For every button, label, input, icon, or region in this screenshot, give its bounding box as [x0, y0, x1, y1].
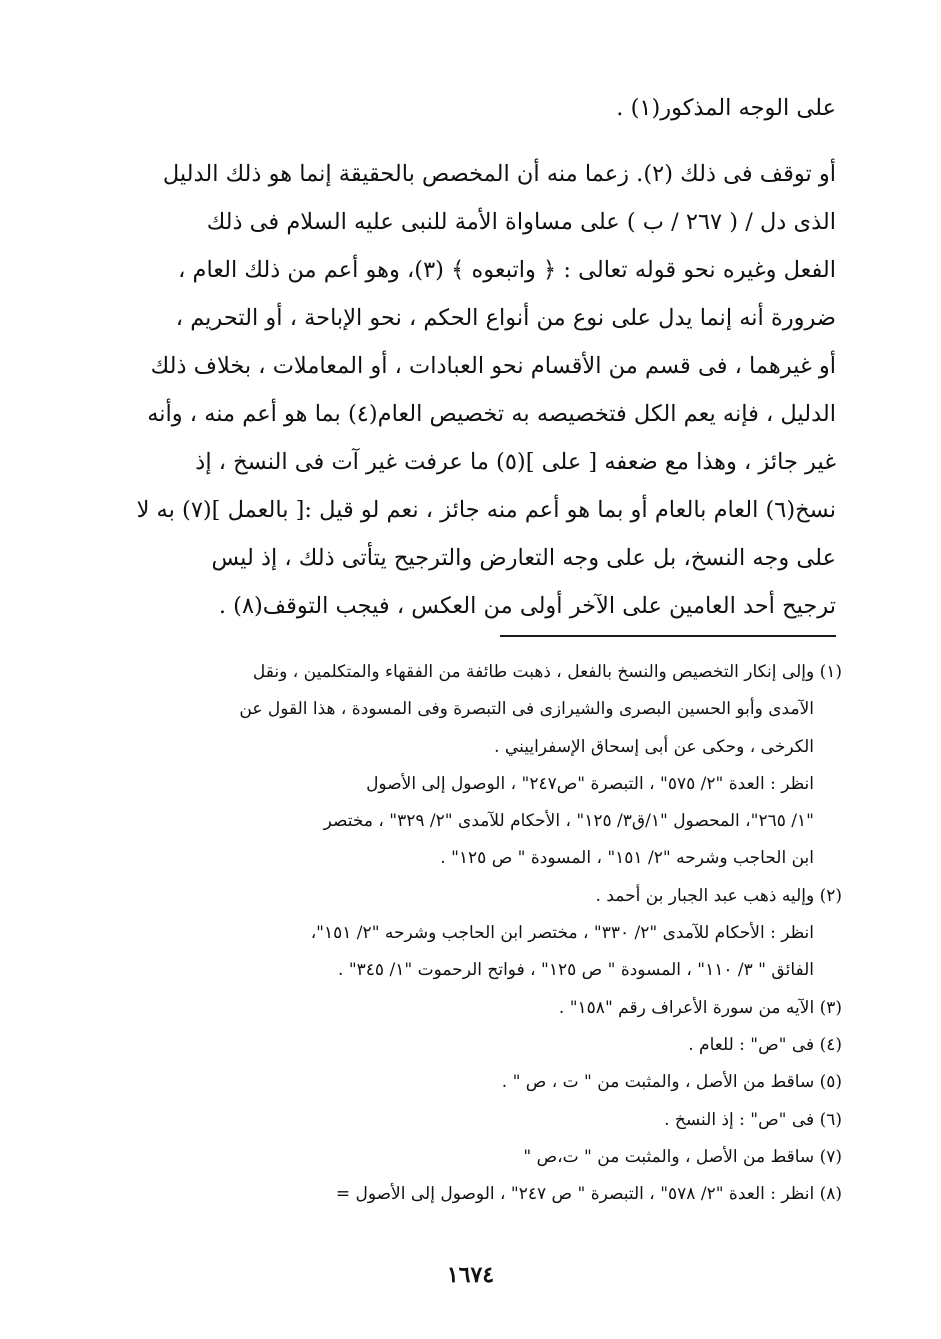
body-line: ضرورة أنه إنما يدل على نوع من أنواع الحكم ، نحو الإباحة ، أو التحريم ، [175, 305, 836, 331]
footnote-line: (٤) فى "ص" : للعام . [688, 1034, 842, 1055]
footnote-line: انظر : العدة "٢/ ٥٧٥" ، التبصرة "ص٢٤٧" ، الوصول إلى الأصول [366, 773, 814, 794]
body-line: الذى دل / ( ٢٦٧ / ب ) على مساواة الأمة للنبى عليه السلام فى ذلك [206, 209, 836, 235]
body-line: غير جائز ، وهذا مع ضعفه [ على ](٥) ما عرفت غير آت فى النسخ ، إذ [195, 449, 836, 475]
body-line: نسخ(٦) العام بالعام أو بما هو أعم منه جائز ، نعم لو قيل :[ بالعمل ](٧) به لا [136, 497, 836, 523]
main-body-text [118, 78, 836, 630]
footnote-line: (٧) ساقط من الأصل ، والمثبت من " ت،ص " [523, 1146, 842, 1167]
footnotes [118, 654, 842, 1213]
footnote-line: انظر : الأحكام للآمدى "٢/ ٣٣٠" ، مختصر ابن الحاجب وشرحه "٢/ ١٥١"، [310, 923, 814, 944]
footnote-line: (٢) وإليه ذهب عبد الجبار بن أحمد . [595, 885, 842, 906]
footnote-line: "١/ ٢٦٥"، المحصول "١/ق٣/ ١٢٥" ، الأحكام للآمدى "٢/ ٣٢٩" ، مختصر [323, 811, 814, 832]
footnote-line: الفائق " ٣/ ١١٠" ، المسودة " ص ١٢٥" ، فواتح الرحموت "١/ ٣٤٥" . [338, 960, 814, 981]
body-line: على وجه النسخ، بل على وجه التعارض والترجيح يتأتى ذلك ، إذ ليس [211, 545, 836, 571]
body-line: ترجيح أحد العامين على الآخر أولى من العكس ، فيجب التوقف(٨) . [218, 593, 836, 619]
body-line: أو غيرهما ، فى قسم من الأقسام نحو العبادات ، أو المعاملات ، بخلاف ذلك [150, 353, 836, 379]
footnote-line: الآمدى وأبو الحسين البصرى والشيرازى فى التبصرة وفى المسودة ، هذا القول عن [239, 699, 814, 720]
body-line: أو توقف فى ذلك (٢). زعما منه أن المخصص بالحقيقة إنما هو ذلك الدليل [162, 161, 836, 187]
footnote-line: (١) وإلى إنكار التخصيص والنسخ بالفعل ، ذهبت طائفة من الفقهاء والمتكلمين ، ونقل [252, 662, 842, 682]
body-line: الفعل وغيره نحو قوله تعالى : ﴿ واتبعوه ﴾ (٣)، وهو أعم من ذلك العام ، [178, 257, 836, 283]
body-line: على الوجه المذكور(١) . [616, 95, 836, 121]
footnote-line: (٥) ساقط من الأصل ، والمثبت من " ت ، ص " . [501, 1072, 842, 1093]
footnote-line: ابن الحاجب وشرحه "٢/ ١٥١" ، المسودة " ص ١٢٥" . [440, 848, 814, 869]
footnote-line: (٣) الآيه من سورة الأعراف رقم "١٥٨" . [558, 997, 842, 1018]
body-line: الدليل ، فإنه يعم الكل فتخصيصه به تخصيص العام(٤) بما هو أعم منه ، وأنه [147, 401, 836, 427]
footnote-line: (٨) انظر : العدة "٢/ ٥٧٨" ، التبصرة " ص ٢٤٧" ، الوصول إلى الأصول = [335, 1184, 842, 1205]
footnote-line: الكرخى ، وحكى عن أبى إسحاق الإسفراييني . [494, 736, 814, 757]
footnote-line: (٦) فى "ص" : إذ النسخ . [664, 1109, 842, 1130]
footnote-separator [500, 635, 836, 637]
page-number: ١٦٧٤ [446, 1262, 495, 1288]
